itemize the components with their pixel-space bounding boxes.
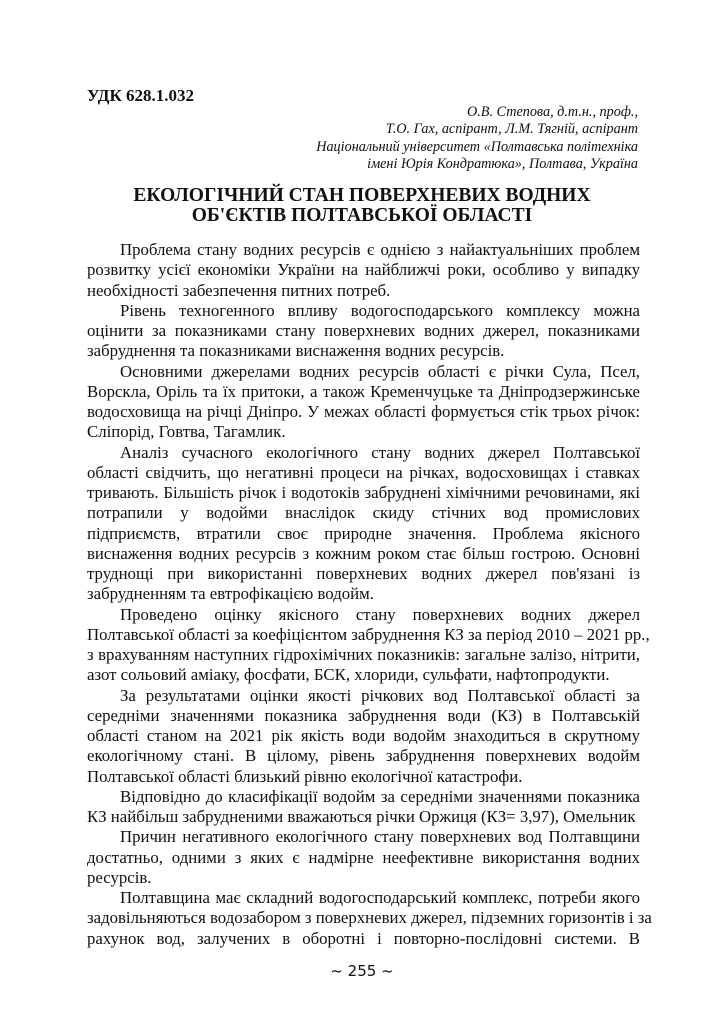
text-line: Відповідно до класифікації водойм за середніми значеннями показника <box>120 786 640 806</box>
text-line: ресурсів. <box>87 867 152 887</box>
text-line: виснаження водних ресурсів з кожним роком стає більш гострою. Основні <box>87 543 640 563</box>
text-line: екологічному стані. В цілому, рівень забруднення поверхневих водойм <box>87 746 640 766</box>
text-line: задовільняються водозабором з поверхневих джерел, підземних горизонтів і за <box>87 908 652 928</box>
title-line: ЕКОЛОГІЧНИЙ СТАН ПОВЕРХНЕВИХ ВОДНИХ <box>133 185 591 206</box>
text-line: розвитку усієї економіки України на найближчі роки, особливо у випадку <box>87 260 640 280</box>
authors-block <box>316 104 638 173</box>
text-line: області свідчить, що негативні процеси на річках, водосховищах і ставках <box>87 462 640 482</box>
text-line: забруднення та показниками виснаження водних ресурсів. <box>87 341 505 361</box>
text-line: За результатами оцінки якості річкових вод Полтавської області за <box>120 685 640 705</box>
text-line: Полтавської області близький рівню екологічної катастрофи. <box>87 766 523 786</box>
text-line: з врахуванням наступних гідрохімічних показників: загальне залізо, нітрити, <box>87 645 640 664</box>
text-line: Полтавської області за коефіцієнтом забруднення КЗ за період 2010 – 2021 рр., <box>87 624 650 644</box>
paragraph <box>87 888 652 949</box>
paragraph <box>87 301 640 362</box>
paragraph <box>87 443 640 605</box>
text-line: підприємств, втратили своє природне значення. Проблема якісного <box>87 523 640 543</box>
page-number: ~ 255 ~ <box>330 962 394 980</box>
text-line: достатньо, одними з яких є надмірне неефективне використання водних <box>87 847 640 867</box>
udk-code: УДК 628.1.032 <box>87 86 195 105</box>
article-body <box>87 240 652 949</box>
article-title <box>0 186 724 225</box>
paragraph <box>87 240 640 301</box>
text-line: Проведено оцінку якісного стану поверхневих водних джерел <box>120 604 640 624</box>
title-line: ОБ'ЄКТІВ ПОЛТАВСЬКОЇ ОБЛАСТІ <box>191 204 533 226</box>
text-line: середніми значеннями показника забруднення води (КЗ) в Полтавській <box>87 705 640 725</box>
affiliation-line: Національний університет «Полтавська політехніка <box>316 138 638 155</box>
affiliation-line: імені Юрія Кондратюка», Полтава, Україна <box>367 155 638 172</box>
author-line: Т.О. Гах, аспірант, Л.М. Тягній, аспірант <box>385 121 638 138</box>
text-line: водосховища на річці Дніпро. У межах області формується стік трьох річок: <box>87 402 640 421</box>
text-line: Причин негативного екологічного стану поверхневих вод Полтавщини <box>120 827 640 847</box>
text-line: Аналіз сучасного екологічного стану водних джерел Полтавської <box>120 442 640 462</box>
text-line: рахунок вод, залучених в оборотні і повторно-послідовні системи. В <box>87 928 640 948</box>
text-line: Ворскла, Оріль та їх притоки, а також Кременчуцьке та Дніпродзержинське <box>87 381 640 401</box>
text-line: необхідності забезпечення питних потреб. <box>87 280 391 300</box>
text-line: КЗ найбільш забрудненими вважаються річки Оржиця (КЗ= 3,97), Омельник <box>87 807 636 826</box>
paragraph <box>87 604 650 686</box>
text-line: забрудненням та евтрофікацією водойм. <box>87 584 374 604</box>
paragraph <box>87 827 640 888</box>
author-line: О.В. Степова, д.т.н., проф., <box>466 104 638 120</box>
text-line: Проблема стану водних ресурсів є однією з найактуальніших проблем <box>120 240 640 259</box>
text-line: оцінити за показниками стану поверхневих водних джерел, показниками <box>87 321 640 340</box>
paragraph <box>87 686 640 787</box>
text-line: потрапили у водойми внаслідок скиду стічних вод промислових <box>87 503 640 523</box>
text-line: тривають. Більшість річок і водотоків забруднені хімічними речовинами, які <box>87 483 640 502</box>
text-line: Рівень техногенного впливу водогосподарського комплексу можна <box>120 300 640 320</box>
text-line: Сліпорід, Говтва, Тагамлик. <box>87 422 286 442</box>
paragraph <box>87 787 640 828</box>
paragraph <box>87 362 640 443</box>
text-line: азот сольовий аміаку, фосфати, БСК, хлориди, сульфати, нафтопродукти. <box>87 665 610 685</box>
text-line: Основними джерелами водних ресурсів області є річки Сула, Псел, <box>120 361 640 381</box>
text-line: труднощі при використанні поверхневих водних джерел пов'язані із <box>87 564 640 583</box>
text-line: Полтавщина має складний водогосподарський комплекс, потреби якого <box>120 888 640 907</box>
text-line: області станом на 2021 рік якість води водойм знаходиться в скрутному <box>87 726 640 745</box>
